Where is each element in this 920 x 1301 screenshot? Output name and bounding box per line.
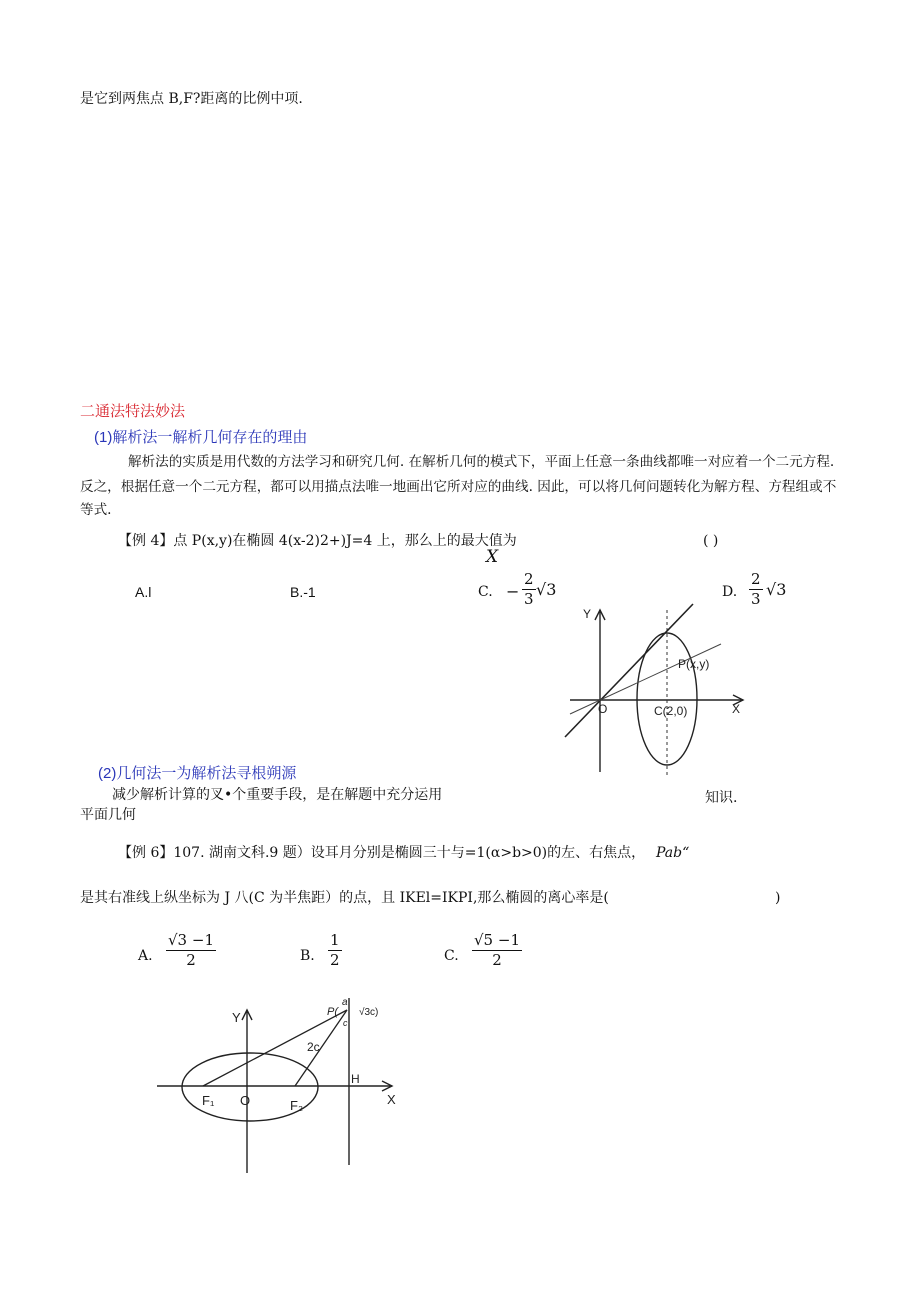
section-title: 二通法特法妙法 — [80, 403, 186, 420]
origin-label: O — [240, 1093, 251, 1108]
example-6-tail: Pab“ — [656, 845, 690, 861]
ellipse-tangent-figure — [555, 600, 755, 780]
sqrt3c-label: √3c) — [359, 1007, 379, 1018]
option-a: A.l — [135, 584, 152, 600]
paragraph-line: 知识. — [705, 790, 738, 806]
point-c-label: c — [343, 1018, 348, 1028]
option-a-prefix: A. — [138, 948, 153, 964]
option-c-prefix: C. — [478, 584, 493, 600]
center-c-label: C(2,0) — [654, 704, 688, 718]
paragraph-line: 减少解析计算的叉•个重要手段，是在解题中充分运用 — [112, 787, 443, 803]
fraction-denominator: 3 — [751, 590, 761, 608]
option-c-root: √3 — [536, 580, 557, 599]
paragraph-line: 反之，根据任意一个二元方程，都可以用描点法唯一地画出它所对应的曲线. 因此，可以将几何问题转化为解方程、方程组或不 — [80, 479, 837, 495]
point-a-label: a — [342, 997, 348, 1008]
point-p-label: P(x,y) — [678, 657, 710, 671]
fraction-numerator: 1 — [330, 931, 340, 949]
example-6-question: 【例 6】107. 湖南文科.9 题）设耳月分别是椭圆三十与=1(α>b>0)的左、右焦点， — [118, 845, 646, 861]
answer-paren-close: ) — [775, 890, 781, 906]
option-c-sign: − — [506, 582, 520, 601]
option-a-fraction — [166, 932, 216, 969]
subsection-title-analytic: (1)解析法一解析几何存在的理由 — [94, 429, 308, 446]
example-4-x-letter: X — [486, 547, 499, 567]
x-axis-label: X — [387, 1092, 396, 1107]
intro-line: 是它到两焦点 B,F?距离的比例中项. — [80, 91, 303, 107]
option-b-fraction — [328, 932, 342, 969]
option-b: B.-1 — [290, 584, 316, 600]
option-c-fraction — [522, 571, 536, 608]
focus-f2-label: F₂ — [290, 1098, 303, 1113]
fraction-denominator: 2 — [330, 951, 340, 969]
option-d-prefix: D. — [722, 584, 738, 600]
x-axis-label: X — [732, 702, 741, 716]
line-f2-p — [295, 1010, 347, 1086]
example-4-question: 【例 4】点 P(x,y)在椭圆 4(x-2)2+)J=4 上，那么上的最大值为 — [118, 533, 517, 549]
fraction-denominator: 2 — [492, 951, 502, 969]
fraction-numerator: 2 — [751, 570, 761, 588]
answer-paren: ( ) — [703, 533, 719, 549]
option-b-prefix: B. — [300, 948, 315, 964]
example-6-line2: 是其右准线上纵坐标为 J 八(C 为半焦距）的点，且 IKEl=IKPI,那么椭圆的离心率是( — [80, 890, 609, 906]
paragraph-line: 等式. — [80, 502, 112, 518]
subsection-title-geometric: (2)几何法一为解析法寻根朔源 — [98, 765, 297, 782]
y-axis-label: Y — [232, 1010, 241, 1025]
option-d-root: √3 — [766, 580, 787, 599]
ellipse-foci-figure — [150, 995, 410, 1175]
point-p-label: P( — [327, 1006, 338, 1018]
paragraph-line: 解析法的实质是用代数的方法学习和研究几何. 在解析几何的模式下，平面上任意一条曲线都唯一对应着一个二元方程. — [128, 454, 835, 470]
fraction-numerator: √3 −1 — [168, 931, 214, 949]
option-c-prefix: C. — [444, 948, 459, 964]
paragraph-line: 平面几何 — [80, 807, 136, 823]
focus-f1-label: F₁ — [202, 1093, 215, 1108]
directrix-h-label: H — [351, 1072, 360, 1086]
fraction-denominator: 2 — [186, 951, 196, 969]
option-c-fraction — [472, 932, 522, 969]
fraction-denominator: 3 — [524, 590, 534, 608]
fraction-numerator: 2 — [524, 570, 534, 588]
fraction-numerator: √5 −1 — [474, 931, 520, 949]
origin-label: O — [598, 702, 608, 716]
y-axis-label: Y — [583, 607, 592, 621]
line-f1-p — [203, 1010, 347, 1086]
side-2c-label: 2c — [307, 1040, 320, 1054]
